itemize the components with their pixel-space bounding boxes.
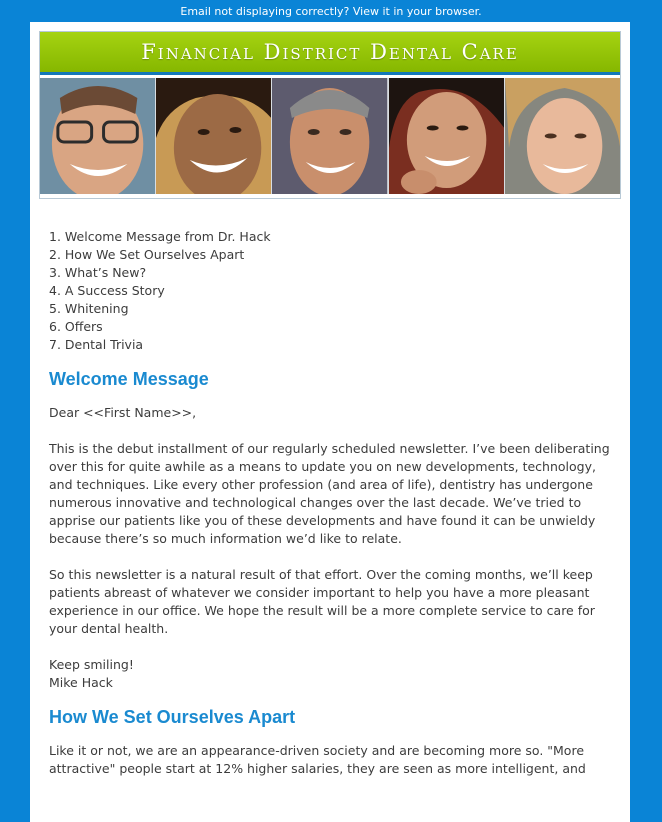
view-in-browser-link[interactable]: Email not displaying correctly? View it in your browser. <box>180 5 482 18</box>
welcome-signature: Mike Hack <box>49 675 113 690</box>
photo-smiling-blonde-woman <box>505 78 620 194</box>
header-banner <box>40 32 620 75</box>
photo-smiling-asian-woman <box>389 78 504 194</box>
browser-view-notice <box>0 0 662 22</box>
toc-item: 7. Dental Trivia <box>49 337 144 352</box>
welcome-signoff: Keep smiling! <box>49 657 134 672</box>
table-of-contents <box>49 228 614 354</box>
patient-photo-strip <box>40 78 620 194</box>
toc-item: 1. Welcome Message from Dr. Hack <box>49 229 271 244</box>
welcome-greeting: Dear <<First Name>>, <box>49 405 197 420</box>
toc-item: 6. Offers <box>49 319 103 334</box>
welcome-paragraph-2: So this newsletter is a natural result of that effort. Over the coming months, we’ll keep patients abreast of whatever we consider important to help you have a more pleasant experience in our office. We hope the result will be a more complete service to care for your dental health. <box>49 567 595 636</box>
welcome-heading: Welcome Message <box>49 369 209 389</box>
newsletter-content <box>49 228 614 796</box>
toc-item: 3. What’s New? <box>49 265 147 280</box>
toc-item: 5. Whitening <box>49 301 129 316</box>
welcome-closing <box>49 656 614 692</box>
practice-title: Financial District Dental Care <box>141 40 519 64</box>
photo-man-with-glasses <box>40 78 155 194</box>
photo-smiling-man <box>272 78 387 194</box>
welcome-paragraph-1: This is the debut installment of our regularly scheduled newsletter. I’ve been deliberating over this for quite awhile as a means to update you on new developments, technology, and techniques. Like every other profession (and area of life), dentistry has undergone numerous innovative and technological changes over the last decade. We’ve tried to apprise our patients like you of these developments and have found it can be unwieldy because there’s so much information we’d like to relate. <box>49 441 610 546</box>
newsletter-header <box>39 31 621 199</box>
toc-item: 2. How We Set Ourselves Apart <box>49 247 245 262</box>
toc-item: 4. A Success Story <box>49 283 165 298</box>
apart-heading: How We Set Ourselves Apart <box>49 707 296 727</box>
photo-smiling-woman <box>156 78 271 194</box>
newsletter-card <box>30 22 630 822</box>
apart-paragraph-1: Like it or not, we are an appearance-driven society and are becoming more so. "More attractive" people start at 12% higher salaries, they are seen as more intelligent, and <box>49 743 586 776</box>
